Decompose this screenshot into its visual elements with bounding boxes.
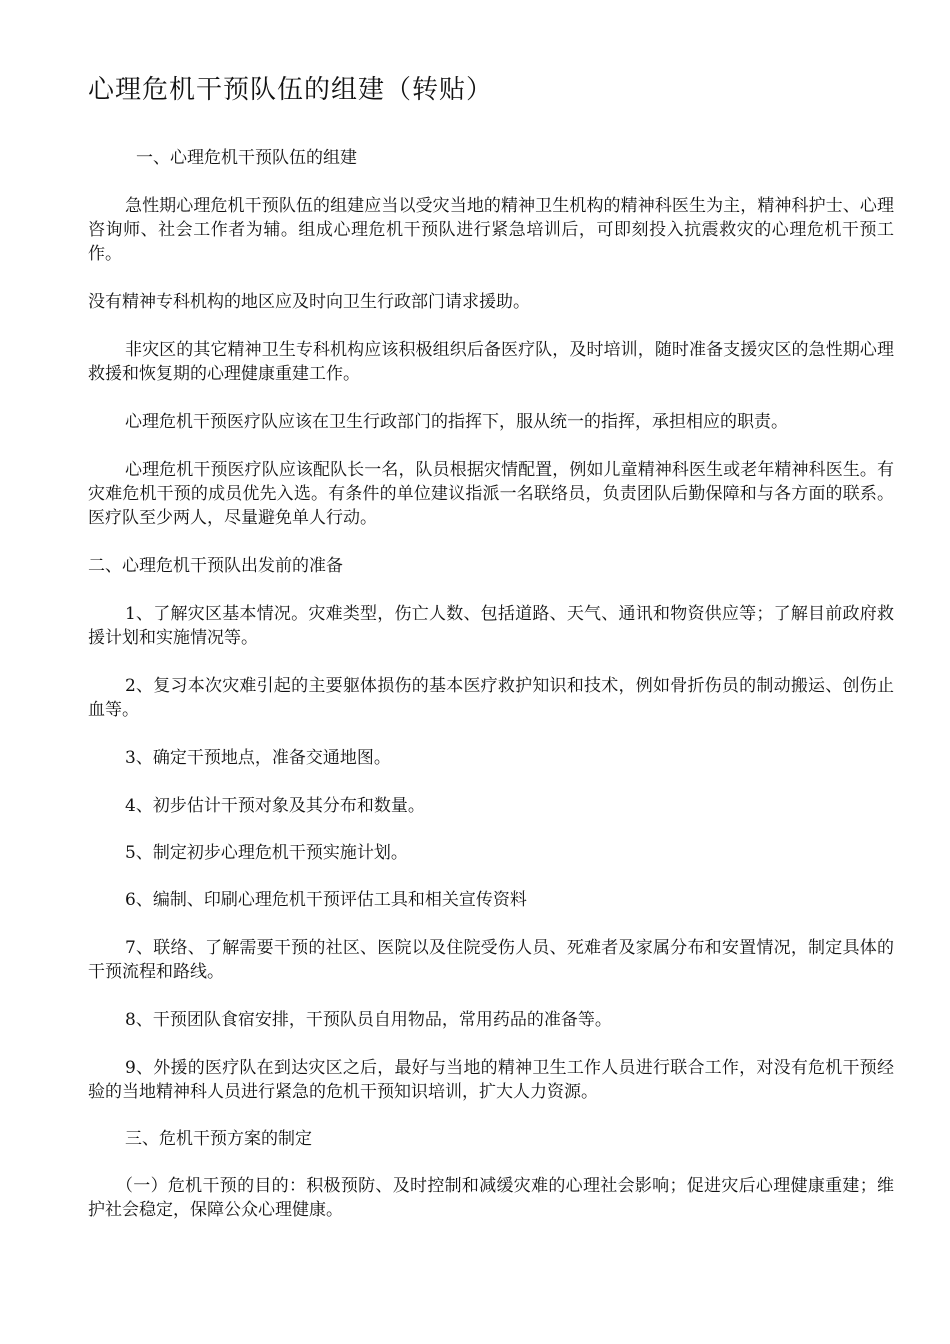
- paragraph: 非灾区的其它精神卫生专科机构应该积极组织后备医疗队，及时培训，随时准备支援灾区的急性期心理救援和恢复期的心理健康重建工作。: [88, 340, 894, 384]
- section-heading-2: 二、心理危机干预队出发前的准备: [88, 556, 343, 576]
- paragraph: （一）危机干预的目的：积极预防、及时控制和减缓灾难的心理社会影响；促进灾后心理健康重建；维护社会稳定，保障公众心理健康。: [88, 1176, 894, 1220]
- document-title: 心理危机干预队伍的组建（转贴）: [88, 75, 494, 105]
- list-item: 6、编制、印刷心理危机干预评估工具和相关宣传资料: [125, 890, 527, 910]
- list-item: 5、制定初步心理危机干预实施计划。: [125, 843, 408, 863]
- paragraph: 没有精神专科机构的地区应及时向卫生行政部门请求援助。: [88, 292, 530, 312]
- list-item: 9、外援的医疗队在到达灾区之后，最好与当地的精神卫生工作人员进行联合工作，对没有危机干预经验的当地精神科人员进行紧急的危机干预知识培训，扩大人力资源。: [88, 1058, 894, 1102]
- section-heading-1: 一、心理危机干预队伍的组建: [136, 148, 357, 168]
- list-item: 3、确定干预地点，准备交通地图。: [125, 748, 391, 768]
- paragraph: 急性期心理危机干预队伍的组建应当以受灾当地的精神卫生机构的精神科医生为主，精神科护士、心理咨询师、社会工作者为辅。组成心理危机干预队进行紧急培训后，可即刻投入抗震救灾的心理危机干预工作。: [88, 196, 894, 264]
- list-item: 1、了解灾区基本情况。灾难类型，伤亡人数、包括道路、天气、通讯和物资供应等；了解目前政府救援计划和实施情况等。: [88, 604, 894, 648]
- list-item: 7、联络、了解需要干预的社区、医院以及住院受伤人员、死难者及家属分布和安置情况，制定具体的干预流程和路线。: [88, 938, 894, 982]
- list-item: 8、干预团队食宿安排，干预队员自用物品，常用药品的准备等。: [125, 1010, 612, 1030]
- paragraph: 心理危机干预医疗队应该配队长一名，队员根据灾情配置，例如儿童精神科医生或老年精神科医生。有灾难危机干预的成员优先入选。有条件的单位建议指派一名联络员，负责团队后勤保障和与各方面的联系。医疗队至少两人，尽量避免单人行动。: [88, 460, 894, 528]
- section-heading-3: 三、危机干预方案的制定: [125, 1129, 312, 1149]
- list-item: 4、初步估计干预对象及其分布和数量。: [125, 796, 425, 816]
- list-item: 2、复习本次灾难引起的主要躯体损伤的基本医疗救护知识和技术，例如骨折伤员的制动搬运、创伤止血等。: [88, 676, 894, 720]
- paragraph: 心理危机干预医疗队应该在卫生行政部门的指挥下，服从统一的指挥，承担相应的职责。: [125, 412, 788, 432]
